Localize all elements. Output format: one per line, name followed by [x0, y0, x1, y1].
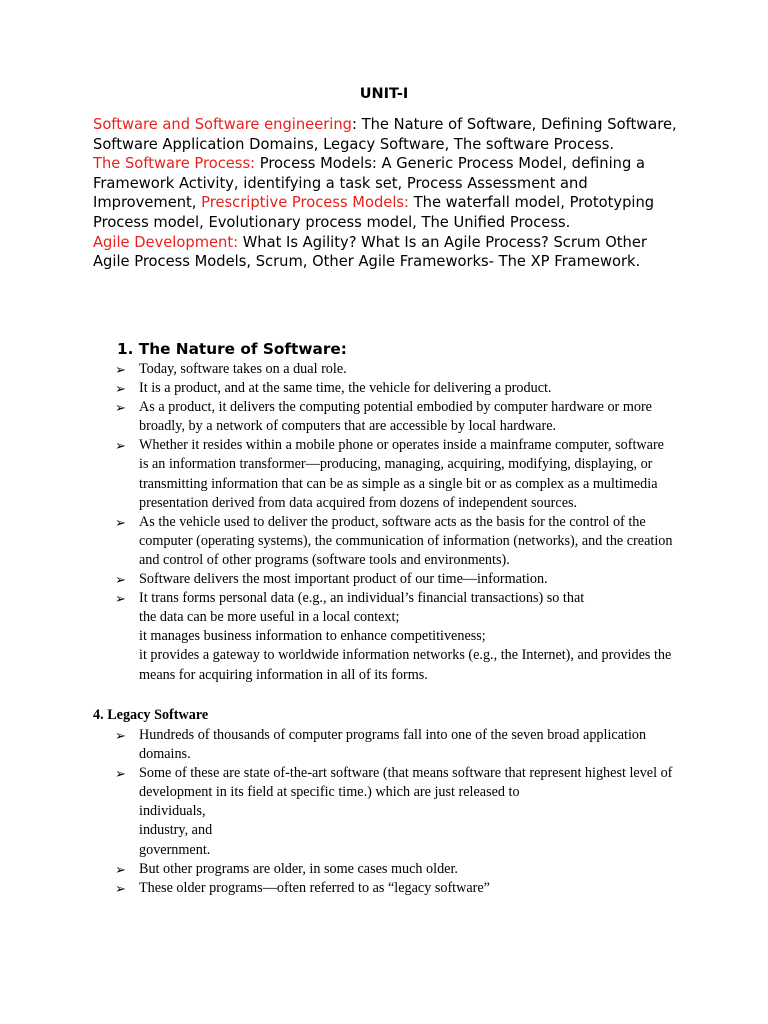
arrow-bullet-icon: ➢: [115, 861, 126, 877]
list-item-text: government.: [139, 841, 211, 858]
topic-heading-prescriptive-models: Prescriptive Process Models:: [201, 194, 409, 212]
topic-heading-software-process: The Software Process:: [93, 155, 256, 173]
list-item: [115, 513, 675, 570]
arrow-bullet-icon: ➢: [115, 362, 126, 377]
list-item-text: Whether it resides within a mobile phone or operates inside a mainframe computer, software is an information transformer—producing, managing, acquiring, modifying, displaying, or transmitting information that can be as simple as a single bit or as complex as a multimedia presentation derived from data acquired from dozens of independent sources.: [139, 437, 664, 511]
list-item: [115, 764, 675, 859]
list-item: [115, 436, 675, 512]
topic-heading-agile-development: Agile Development:: [93, 233, 239, 251]
list-item: [115, 398, 675, 436]
list-item-text: It is a product, and at the same time, the vehicle for delivering a product.: [139, 380, 552, 397]
arrow-bullet-icon: ➢: [115, 400, 126, 416]
list-item: [115, 726, 675, 764]
bullet-list-nature-of-software: [115, 360, 675, 685]
list-item-text: These older programs—often referred to as “legacy software”: [139, 879, 490, 896]
list-item-text: industry, and: [139, 822, 213, 839]
list-item-text: Hundreds of thousands of computer programs fall into one of the seven broad application domains.: [139, 727, 647, 763]
list-item-text: Software delivers the most important product of our time—information.: [139, 571, 548, 588]
arrow-bullet-icon: ➢: [115, 591, 126, 607]
bullet-list-legacy-software: [115, 726, 675, 898]
syllabus-paragraph-3: [93, 233, 683, 272]
topic-text: What Is Agility? What Is an Agile Process? Scrum Other Agile Process Models, Scrum, Other Agile Frameworks- The XP Framework.: [93, 233, 647, 271]
list-item: [115, 589, 675, 684]
list-item-text: As a product, it delivers the computing potential embodied by computer hardware or more broadly, by a network of computers that are accessible by local hardware.: [139, 399, 652, 435]
topic-text: : The Nature of Software, Defining Software, Software Application Domains, Legacy Software, The software Process.: [93, 116, 677, 153]
list-item: [115, 360, 675, 379]
list-item-text: it manages business information to enhance competitiveness;: [139, 628, 486, 645]
list-item-text: Today, software takes on a dual role.: [139, 361, 347, 377]
arrow-bullet-icon: ➢: [115, 514, 126, 530]
list-item-text: Some of these are state of-the-art software (that means software that represent highest level of development in its field at specific time.) which are just released to: [139, 765, 673, 801]
list-item: [115, 570, 675, 589]
syllabus-paragraph-1: [93, 115, 683, 154]
list-item-text: But other programs are older, in some cases much older.: [139, 860, 458, 877]
topic-text: The waterfall model, Prototyping Process model, Evolutionary process model, The Unified Process.: [93, 194, 655, 231]
list-item-text: As the vehicle used to deliver the product, software acts as the basis for the control of the computer (operating systems), the communication of information (networks), and the creation and control of other programs (software tools and environments).: [139, 513, 673, 568]
list-item: [115, 379, 675, 398]
syllabus-paragraph-2: [93, 154, 683, 232]
topic-text: Process Models: A Generic Process Model, defining a Framework Activity, identifying a task set, Process Assessment and Improvement,: [93, 155, 645, 212]
syllabus-block: [93, 115, 683, 272]
arrow-bullet-icon: ➢: [115, 880, 126, 896]
section-heading-legacy-software: 4. Legacy Software: [93, 707, 209, 723]
list-item-text: It trans forms personal data (e.g., an individual’s financial transactions) so that: [139, 590, 585, 607]
unit-title: UNIT-I: [359, 86, 409, 102]
arrow-bullet-icon: ➢: [115, 572, 126, 588]
section-heading-nature-of-software: 1. The Nature of Software:: [117, 340, 347, 358]
list-item: [115, 860, 675, 879]
arrow-bullet-icon: ➢: [115, 728, 126, 743]
list-item-text: the data can be more useful in a local context;: [139, 609, 400, 626]
list-item-text: individuals,: [139, 803, 206, 820]
list-item-text: it provides a gateway to worldwide information networks (e.g., the Internet), and provides the means for acquiring information in all of its forms.: [139, 647, 672, 683]
list-item: [115, 879, 675, 898]
arrow-bullet-icon: ➢: [115, 438, 126, 454]
topic-heading-software-engineering: Software and Software engineering: [93, 116, 353, 133]
arrow-bullet-icon: ➢: [115, 766, 126, 782]
arrow-bullet-icon: ➢: [115, 381, 126, 397]
